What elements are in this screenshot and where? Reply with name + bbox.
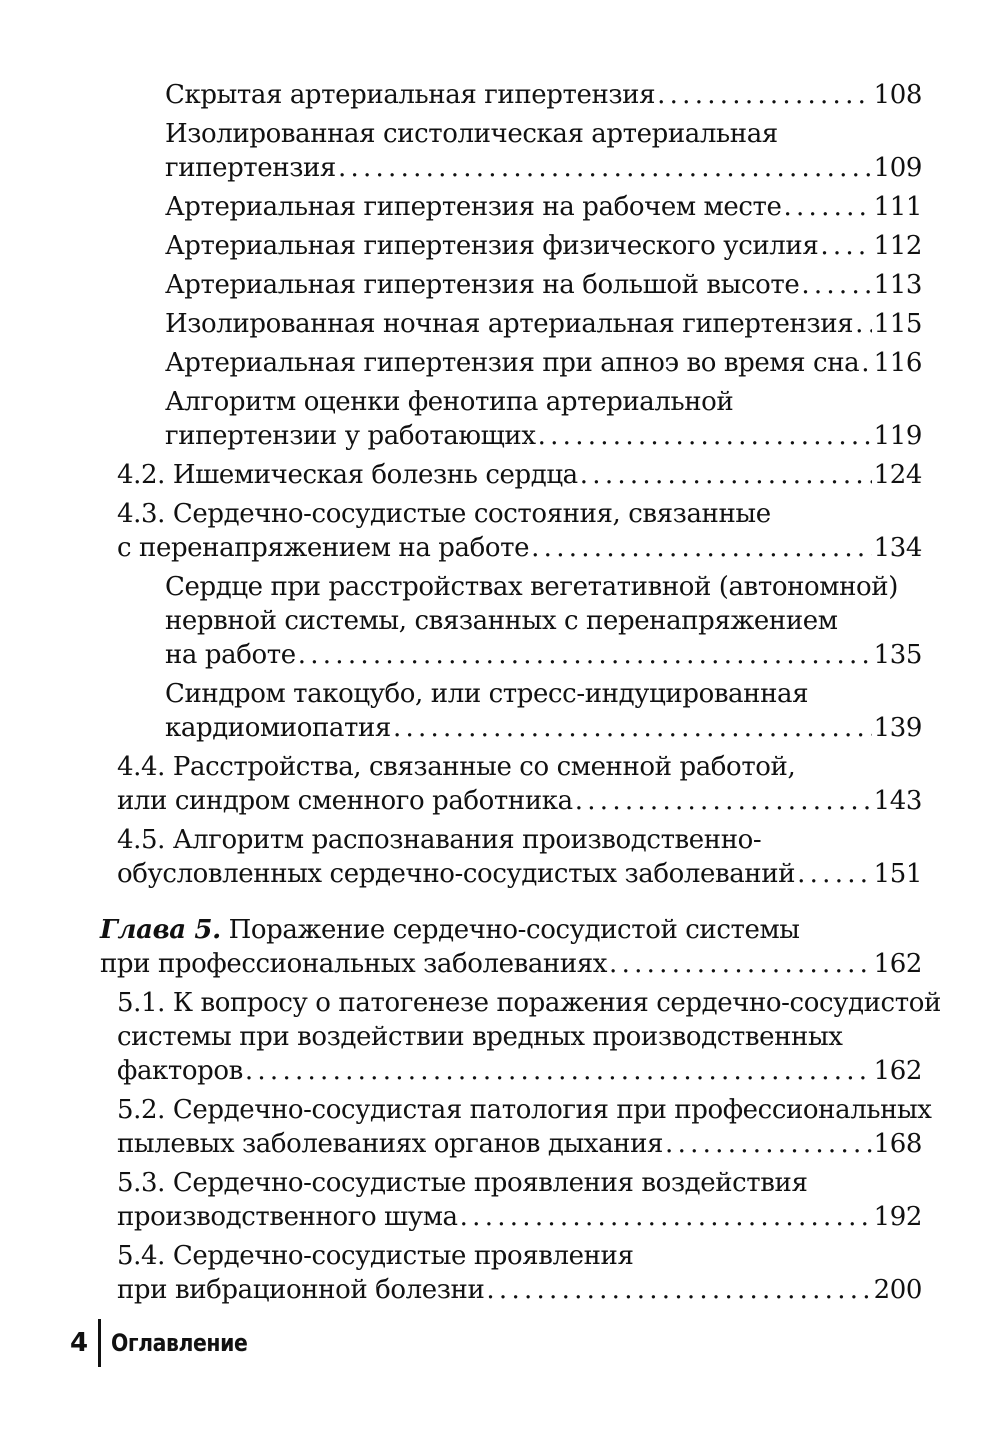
toc-entry-title: на работе — [165, 640, 296, 670]
toc-entry-last-line — [117, 458, 922, 492]
toc-entry-line: Синдром такоцубо, или стресс-индуцированная — [165, 679, 809, 709]
toc-entry-line: Сердце при расстройствах вегетативной (автономной) — [165, 572, 898, 602]
toc-entry-title: гипертензия — [165, 153, 336, 183]
toc-entry-last-line — [165, 190, 922, 224]
toc-entry — [165, 117, 922, 185]
toc-entry-line: Глава 5. Поражение сердечно-сосудистой системы — [100, 915, 800, 945]
dot-leader — [580, 458, 872, 492]
dot-leader — [657, 78, 871, 112]
dot-leader — [531, 531, 871, 565]
toc-entry-last-line — [117, 857, 922, 891]
toc-entry — [165, 346, 922, 380]
toc-entry-last-line — [165, 346, 922, 380]
toc-entry-last-line — [117, 1127, 922, 1161]
toc-entry-title: 4.2. Ишемическая болезнь сердца — [117, 460, 578, 490]
toc-entry-title: кардиомиопатия — [165, 713, 391, 743]
toc-entry — [165, 190, 922, 224]
footer-divider — [98, 1319, 101, 1367]
toc-entry-title: Скрытая артериальная гипертензия — [165, 80, 656, 110]
dot-leader — [820, 229, 871, 263]
toc-entry-last-line — [165, 151, 922, 185]
toc-entry-last-line — [165, 78, 922, 112]
toc-entry-title: при вибрационной болезни — [117, 1275, 485, 1305]
toc-entry-line: 4.4. Расстройства, связанные со сменной работой, — [117, 752, 796, 782]
toc-entry — [165, 78, 922, 112]
toc-entry — [117, 497, 922, 565]
toc-page-number: 124 — [873, 460, 922, 490]
dot-leader — [609, 947, 872, 981]
dot-leader — [861, 346, 871, 380]
toc-page-number: 151 — [873, 859, 922, 889]
toc-entry-line: 5.3. Сердечно-сосудистые проявления воздействия — [117, 1168, 808, 1198]
toc-entry-title: или синдром сменного работника — [117, 786, 573, 816]
running-title: Оглавление — [111, 1329, 248, 1357]
toc-entry-last-line — [165, 229, 922, 263]
toc-entry-title: Артериальная гипертензия на большой высоте — [165, 270, 800, 300]
toc-page-number: 162 — [873, 949, 922, 979]
toc-entry — [100, 913, 922, 981]
toc-page-number: 162 — [873, 1056, 922, 1086]
page-footer — [70, 1318, 272, 1368]
toc-entry-last-line — [165, 419, 922, 453]
toc-entry-last-line — [165, 307, 922, 341]
toc-page-number: 135 — [873, 640, 922, 670]
toc-page-number: 116 — [873, 348, 922, 378]
toc-page-number: 113 — [873, 270, 922, 300]
toc-entry-last-line — [117, 1200, 922, 1234]
toc-entry-line: Алгоритм оценки фенотипа артериальной — [165, 387, 734, 417]
toc-page-number: 200 — [873, 1275, 922, 1305]
toc-entry-title: гипертензии у работающих — [165, 421, 536, 451]
toc-entry-last-line — [117, 1273, 922, 1307]
chapter-label: Глава 5. — [100, 915, 221, 945]
page-number: 4 — [70, 1328, 89, 1358]
toc-entry — [165, 307, 922, 341]
toc-entry — [165, 268, 922, 302]
toc-page-number: 112 — [873, 231, 922, 261]
toc-entry — [165, 570, 922, 672]
toc-entry-last-line — [100, 947, 922, 981]
toc-entry — [117, 458, 922, 492]
dot-leader — [784, 190, 872, 224]
dot-leader — [665, 1127, 872, 1161]
toc-entry — [165, 677, 922, 745]
toc-entry-line: 5.1. К вопросу о патогенезе поражения сердечно-сосудистой — [117, 988, 941, 1018]
toc-page-number: 109 — [873, 153, 922, 183]
toc-entry-last-line — [165, 268, 922, 302]
toc-entry — [165, 229, 922, 263]
toc-page-number: 168 — [873, 1129, 922, 1159]
toc-entry-title: Артериальная гипертензия физического усилия — [165, 231, 819, 261]
toc-entry — [165, 385, 922, 453]
toc-entry-title: при профессиональных заболеваниях — [100, 949, 608, 979]
toc-page-number: 115 — [873, 309, 922, 339]
toc-entry-title: Артериальная гипертензия при апноэ во время сна — [165, 348, 860, 378]
toc-page-number: 139 — [873, 713, 922, 743]
dot-leader — [855, 307, 871, 341]
toc-entry — [117, 1093, 932, 1161]
dot-leader — [245, 1054, 872, 1088]
toc-entry-title: Изолированная ночная артериальная гипертензия — [165, 309, 854, 339]
toc-entry-line: системы при воздействии вредных производственных — [117, 1022, 843, 1052]
dot-leader — [486, 1273, 871, 1307]
toc-page-number: 143 — [873, 786, 922, 816]
toc-entry-last-line — [117, 784, 922, 818]
toc-entry-line: 4.5. Алгоритм распознавания производственно- — [117, 825, 762, 855]
toc-entry — [117, 1239, 922, 1307]
toc-entry-title: с перенапряжением на работе — [117, 533, 530, 563]
toc-entry-line: Изолированная систолическая артериальная — [165, 119, 778, 149]
toc-entry-last-line — [165, 711, 922, 745]
toc-entry-line: 5.2. Сердечно-сосудистая патология при профессиональных — [117, 1095, 932, 1125]
toc-entry-title: производственного шума — [117, 1202, 458, 1232]
toc-page-number: 108 — [873, 80, 922, 110]
toc-entry-last-line — [165, 638, 922, 672]
toc-entry-title: обусловленных сердечно-сосудистых заболеваний — [117, 859, 796, 889]
toc-page-number: 119 — [873, 421, 922, 451]
toc-entry-title: пылевых заболеваниях органов дыхания — [117, 1129, 664, 1159]
toc-page-number: 192 — [873, 1202, 922, 1232]
toc-entry-line: нервной системы, связанных с перенапряжением — [165, 606, 838, 636]
toc-entry-line: 5.4. Сердечно-сосудистые проявления — [117, 1241, 634, 1271]
toc-entry-title: факторов — [117, 1056, 243, 1086]
dot-leader — [797, 857, 871, 891]
toc-entry-last-line — [117, 531, 922, 565]
dot-leader — [460, 1200, 872, 1234]
toc-page-number: 111 — [873, 192, 922, 222]
dot-leader — [538, 419, 872, 453]
toc-entry — [117, 1166, 922, 1234]
dot-leader — [393, 711, 872, 745]
table-of-contents — [0, 78, 1000, 1312]
toc-entry-title: Артериальная гипертензия на рабочем месте — [165, 192, 782, 222]
dot-leader — [338, 151, 872, 185]
toc-page-number: 134 — [873, 533, 922, 563]
toc-entry-last-line — [117, 1054, 922, 1088]
dot-leader — [575, 784, 872, 818]
toc-entry-line: 4.3. Сердечно-сосудистые состояния, связанные — [117, 499, 771, 529]
toc-entry — [117, 823, 922, 891]
dot-leader — [298, 638, 872, 672]
toc-entry — [117, 986, 941, 1088]
toc-entry — [117, 750, 922, 818]
dot-leader — [801, 268, 871, 302]
